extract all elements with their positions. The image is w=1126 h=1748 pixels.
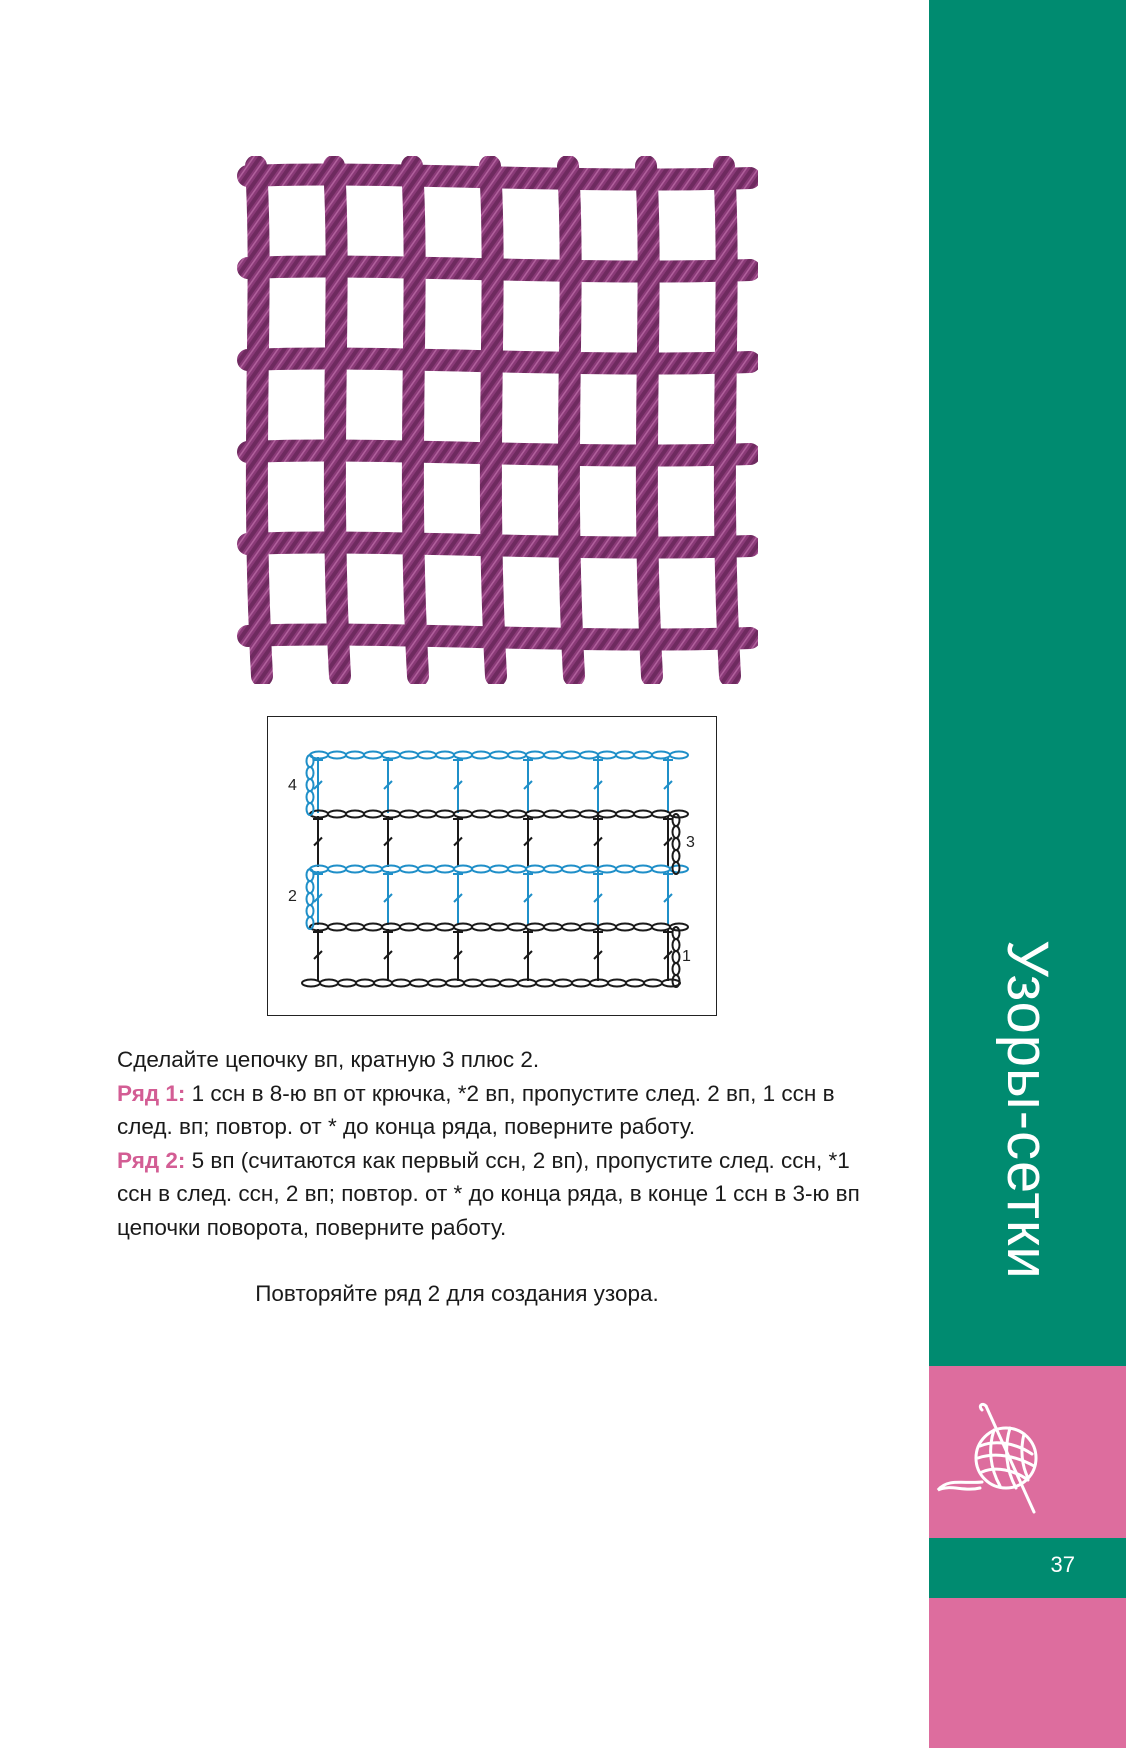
chain-stitch	[328, 866, 346, 873]
turning-chain	[673, 814, 680, 826]
chain-stitch	[328, 752, 346, 759]
turning-chain	[673, 963, 680, 975]
mesh-column	[724, 166, 730, 676]
mesh-row	[248, 174, 750, 179]
chain-stitch	[644, 980, 662, 987]
chain-stitch	[634, 866, 652, 873]
mesh-column	[490, 166, 496, 676]
chain-stitch	[364, 811, 382, 818]
chain-stitch	[580, 752, 598, 759]
chain-stitch	[562, 752, 580, 759]
mesh-column	[412, 166, 418, 676]
chain-stitch	[364, 752, 382, 759]
chain-stitch	[634, 924, 652, 931]
chain-stitch	[328, 924, 346, 931]
sidebar-pink-bottom	[929, 1598, 1126, 1748]
mesh-column	[568, 166, 574, 676]
chain-stitch	[464, 980, 482, 987]
pattern-instructions	[117, 1043, 887, 1244]
chain-stitch	[616, 866, 634, 873]
yarn-ball-hook-icon	[934, 1400, 1064, 1525]
chain-stitch	[364, 866, 382, 873]
row-number-1: 1	[682, 948, 691, 965]
chain-stitch	[634, 752, 652, 759]
row-number-2: 2	[288, 888, 297, 905]
chain-stitch	[454, 752, 472, 759]
chain-stitch	[580, 924, 598, 931]
intro-line: Сделайте цепочку вп, кратную 3 плюс 2.	[117, 1047, 540, 1072]
row-number-3: 3	[686, 834, 695, 851]
chain-stitch	[634, 811, 652, 818]
chain-stitch	[364, 924, 382, 931]
chain-stitch	[392, 980, 410, 987]
chain-stitch	[544, 924, 562, 931]
mesh-row	[248, 542, 750, 547]
turning-chain	[307, 791, 314, 803]
chain-stitch	[626, 980, 644, 987]
chain-stitch	[400, 924, 418, 931]
crochet-chart	[267, 716, 717, 1016]
chain-stitch	[436, 866, 454, 873]
chain-stitch	[562, 866, 580, 873]
mesh-row	[248, 450, 750, 455]
chain-stitch	[346, 752, 364, 759]
chain-stitch	[598, 866, 616, 873]
mesh-column	[334, 166, 340, 676]
chain-stitch	[536, 980, 554, 987]
chain-stitch	[572, 980, 590, 987]
section-title-box	[929, 880, 1126, 1340]
chain-stitch	[544, 752, 562, 759]
chain-stitch	[346, 924, 364, 931]
chain-stitch	[328, 811, 346, 818]
chain-stitch	[382, 811, 400, 818]
turning-chain	[307, 779, 314, 791]
chain-stitch	[544, 866, 562, 873]
turning-chain	[673, 927, 680, 939]
turning-chain	[307, 905, 314, 917]
row-1-label: Ряд 1:	[117, 1080, 186, 1106]
chain-stitch	[382, 866, 400, 873]
chain-stitch	[410, 980, 428, 987]
chain-stitch	[490, 924, 508, 931]
chain-stitch	[472, 752, 490, 759]
chain-stitch	[472, 924, 490, 931]
row-number-4: 4	[288, 777, 297, 794]
turning-chain	[307, 893, 314, 905]
chain-stitch	[616, 811, 634, 818]
chain-stitch	[508, 752, 526, 759]
chain-stitch	[598, 752, 616, 759]
chain-stitch	[400, 811, 418, 818]
chain-stitch	[670, 752, 688, 759]
chain-stitch	[490, 811, 508, 818]
chain-stitch	[454, 924, 472, 931]
chain-stitch	[374, 980, 392, 987]
mesh-row	[248, 634, 750, 639]
chain-stitch	[428, 980, 446, 987]
chain-stitch	[418, 752, 436, 759]
section-title: Узоры-сетки	[995, 940, 1060, 1280]
row-2-text: 5 вп (считаются как первый ссн, 2 вп), пропустите след. ссн, *1 ссн в след. ссн, 2 вп; повтор. от * до конца ряда, в конце 1 ссн в 3-ю вп цепочки поворота, поверните работу.	[117, 1147, 860, 1240]
turning-chain	[673, 850, 680, 862]
chain-stitch	[400, 866, 418, 873]
chain-stitch	[302, 980, 320, 987]
chain-stitch	[382, 752, 400, 759]
mesh-swatch-photo	[234, 156, 758, 684]
chain-stitch	[562, 924, 580, 931]
chain-stitch	[400, 752, 418, 759]
chain-stitch	[580, 811, 598, 818]
chain-stitch	[418, 924, 436, 931]
mesh-row	[248, 358, 750, 363]
chain-stitch	[382, 924, 400, 931]
chain-stitch	[346, 811, 364, 818]
chain-stitch	[436, 811, 454, 818]
chain-stitch	[454, 866, 472, 873]
turning-chain	[307, 881, 314, 893]
mesh-column	[646, 166, 652, 676]
turning-chain	[673, 826, 680, 838]
chain-stitch	[472, 866, 490, 873]
chain-stitch	[454, 811, 472, 818]
page-number: 37	[1050, 1552, 1075, 1577]
chain-stitch	[472, 811, 490, 818]
row-1-text: 1 ссн в 8-ю вп от крючка, *2 вп, пропустите след. 2 вп, 1 ссн в след. вп; повтор. от * до конца ряда, поверните работу.	[117, 1080, 835, 1139]
row-2-label: Ряд 2:	[117, 1147, 186, 1173]
chain-stitch	[598, 924, 616, 931]
chain-stitch	[554, 980, 572, 987]
chain-stitch	[562, 811, 580, 818]
chain-stitch	[598, 811, 616, 818]
chain-stitch	[490, 866, 508, 873]
chain-stitch	[508, 924, 526, 931]
turning-chain	[673, 951, 680, 963]
chain-stitch	[508, 866, 526, 873]
chain-stitch	[500, 980, 518, 987]
chain-stitch	[616, 924, 634, 931]
chain-stitch	[418, 811, 436, 818]
chain-stitch	[608, 980, 626, 987]
chain-stitch	[320, 980, 338, 987]
chain-stitch	[544, 811, 562, 818]
chain-stitch	[508, 811, 526, 818]
chain-stitch	[616, 752, 634, 759]
row-2-instruction	[117, 1144, 887, 1245]
chain-stitch	[356, 980, 374, 987]
chain-stitch	[580, 866, 598, 873]
row-1-instruction	[117, 1077, 887, 1144]
repeat-note: Повторяйте ряд 2 для создания узора.	[255, 1281, 659, 1306]
turning-chain	[673, 838, 680, 850]
turning-chain	[307, 767, 314, 779]
turning-chain	[673, 939, 680, 951]
chain-stitch	[490, 752, 508, 759]
chain-stitch	[418, 866, 436, 873]
chain-stitch	[482, 980, 500, 987]
chain-stitch	[436, 924, 454, 931]
chain-stitch	[338, 980, 356, 987]
chain-stitch	[436, 752, 454, 759]
mesh-column	[256, 166, 262, 676]
chain-stitch	[346, 866, 364, 873]
chain-stitch	[446, 980, 464, 987]
mesh-row	[248, 266, 750, 271]
